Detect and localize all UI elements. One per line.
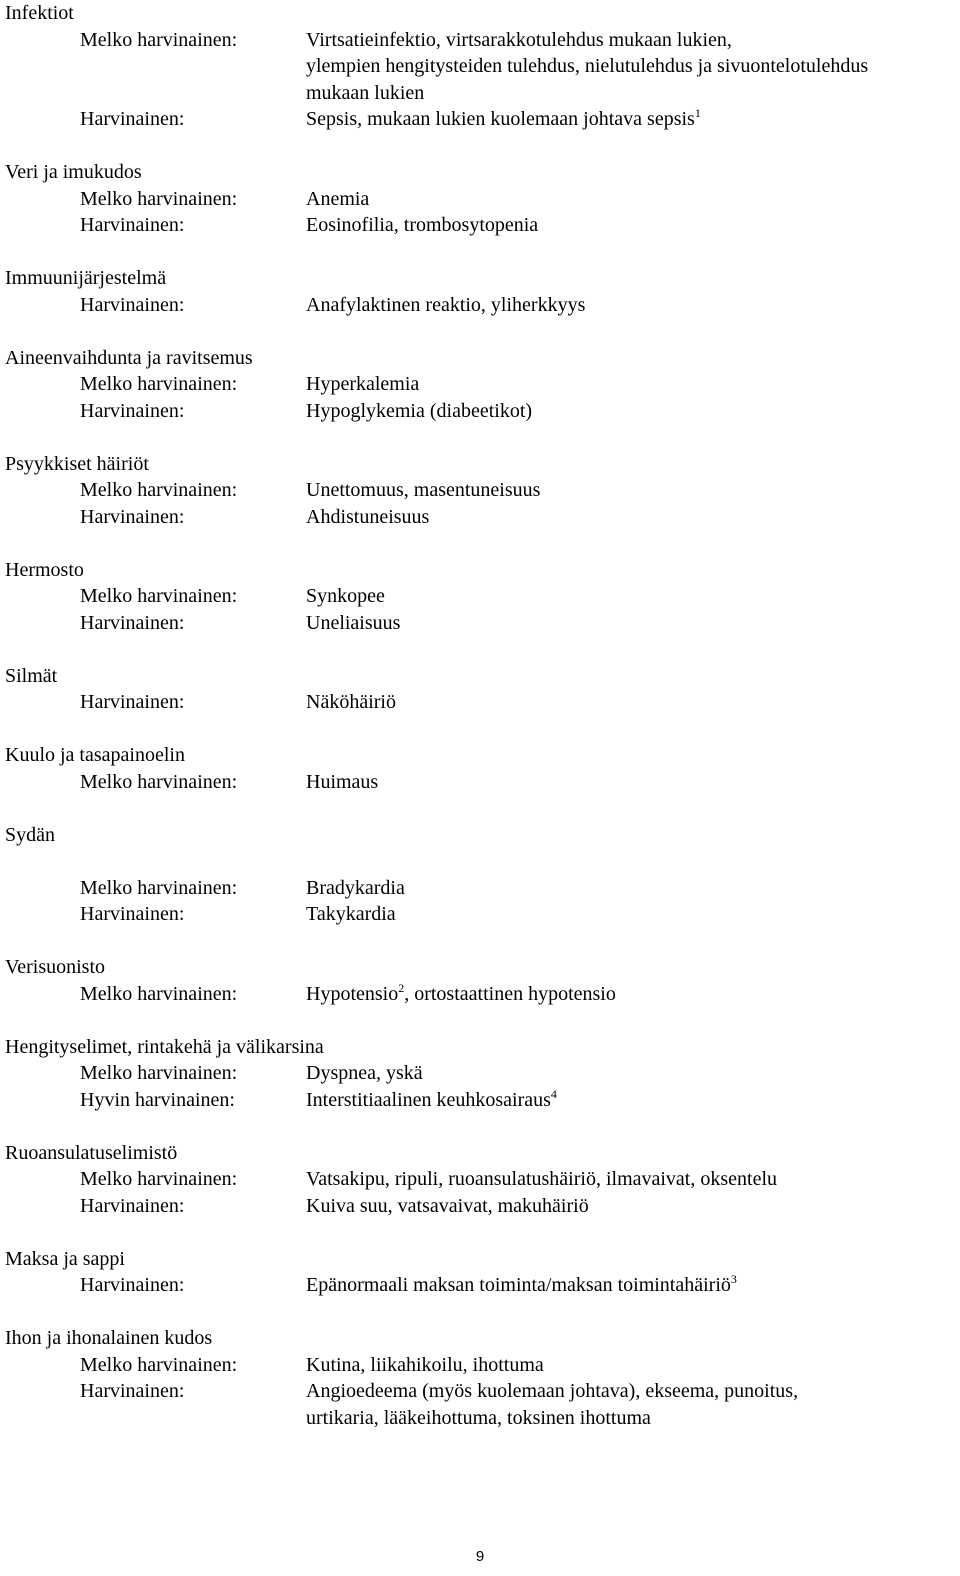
organ-class-title: Ruoansulatuselimistö (5, 1141, 178, 1164)
adverse-effects-text (306, 504, 429, 531)
frequency-label: Harvinainen: (80, 214, 185, 236)
organ-class-section (5, 1246, 955, 1299)
effect-line (306, 901, 396, 928)
frequency-row (5, 1352, 955, 1379)
adverse-effects-text (306, 186, 369, 213)
organ-class-section (5, 742, 955, 795)
effect-text: Hypotensio (306, 982, 399, 1005)
organ-class-section (5, 1325, 955, 1431)
adverse-effects-text (306, 1166, 777, 1193)
organ-class-title: Psyykkiset häiriöt (5, 452, 149, 475)
effect-text-continued: , ortostaattinen hypotensio (404, 982, 616, 1005)
effect-text: mukaan lukien (306, 81, 425, 104)
effect-text: Hypoglykemia (diabeetikot) (306, 399, 533, 422)
effect-line (306, 186, 369, 213)
organ-class-title: Hengityselimet, rintakehä ja välikarsina (5, 1035, 324, 1058)
effect-line (306, 80, 868, 107)
organ-class-title: Kuulo ja tasapainoelin (5, 744, 185, 766)
frequency-row (5, 981, 955, 1008)
effect-line (306, 1272, 737, 1299)
frequency-row (5, 769, 955, 796)
frequency-label: Harvinainen: (80, 108, 185, 130)
adverse-effects-text (306, 583, 385, 610)
effect-line (306, 1166, 777, 1193)
organ-class-section (5, 159, 955, 239)
footnote-reference: 1 (694, 106, 701, 121)
frequency-label: Harvinainen: (80, 399, 185, 422)
effect-line (306, 371, 419, 398)
effect-line (306, 981, 616, 1008)
frequency-label: Harvinainen: (80, 1380, 185, 1402)
effect-text: Synkopee (306, 585, 385, 607)
organ-class-section (5, 954, 955, 1007)
organ-class-section (5, 557, 955, 637)
effect-line (306, 1060, 423, 1087)
frequency-row (5, 186, 955, 213)
effect-text: Ahdistuneisuus (306, 505, 430, 528)
adverse-effects-text (306, 1378, 798, 1431)
frequency-row (5, 1060, 955, 1087)
effect-text: Dyspnea, yskä (306, 1062, 423, 1084)
frequency-row (5, 689, 955, 716)
organ-class-section (5, 0, 955, 133)
effect-text: Unettomuus, masentuneisuus (306, 479, 541, 501)
adverse-effects-text (306, 689, 396, 716)
adverse-effects-text (306, 398, 532, 425)
frequency-label: Melko harvinainen: (80, 187, 238, 210)
frequency-row (5, 504, 955, 531)
effect-line (306, 875, 405, 902)
footnote-reference: 2 (398, 980, 405, 995)
organ-class-section (5, 451, 955, 531)
frequency-label: Melko harvinainen: (80, 479, 238, 501)
effect-line (306, 212, 538, 239)
frequency-label: Hyvin harvinainen: (80, 1088, 235, 1111)
adverse-effects-text (306, 477, 540, 504)
effect-line (306, 292, 585, 319)
effect-line (306, 53, 868, 80)
frequency-label: Melko harvinainen: (80, 28, 238, 51)
adverse-effects-text (306, 1060, 423, 1087)
organ-class-title: Maksa ja sappi (5, 1247, 125, 1270)
adverse-effects-text (306, 1193, 589, 1220)
organ-class-title: Hermosto (5, 558, 84, 581)
adverse-effects-text (306, 292, 585, 319)
effect-line (306, 27, 868, 54)
frequency-label: Melko harvinainen: (80, 1062, 238, 1084)
organ-class-section (5, 345, 955, 425)
adverse-effects-text (306, 371, 419, 398)
effect-line (306, 689, 396, 716)
frequency-label: Harvinainen: (80, 1274, 185, 1296)
effect-text: Vatsakipu, ripuli, ruoansulatushäiriö, ilmavaivat, oksentelu (306, 1168, 778, 1190)
effect-text: Angioedeema (myös kuolemaan johtava), ekseema, punoitus, (306, 1380, 799, 1402)
frequency-row (5, 1378, 955, 1431)
organ-class-section (5, 1034, 955, 1114)
frequency-label: Harvinainen: (80, 293, 185, 316)
organ-class-title: Sydän (5, 823, 55, 846)
adverse-effects-list (5, 0, 955, 1458)
effect-text: Huimaus (306, 770, 379, 793)
effect-text: Kutina, liikahikoilu, ihottuma (306, 1353, 544, 1376)
frequency-row (5, 1193, 955, 1220)
organ-class-title: Aineenvaihdunta ja ravitsemus (5, 346, 253, 369)
organ-class-title: Veri ja imukudos (5, 161, 142, 183)
effect-line (306, 583, 385, 610)
frequency-label: Melko harvinainen: (80, 373, 238, 395)
organ-class-title: Immuunijärjestelmä (5, 267, 167, 289)
frequency-label: Melko harvinainen: (80, 1353, 238, 1376)
effect-text: Anafylaktinen reaktio, yliherkkyys (306, 293, 586, 316)
effect-text: Eosinofilia, trombosytopenia (306, 214, 539, 236)
effect-line (306, 1352, 544, 1379)
effect-line (306, 1193, 589, 1220)
effect-line (306, 1087, 557, 1114)
frequency-row (5, 1166, 955, 1193)
frequency-label: Melko harvinainen: (80, 1168, 238, 1190)
adverse-effects-text (306, 981, 616, 1008)
frequency-label: Harvinainen: (80, 691, 185, 713)
adverse-effects-text (306, 1352, 544, 1379)
adverse-effects-text (306, 1272, 737, 1299)
frequency-label: Harvinainen: (80, 903, 185, 925)
effect-line (306, 106, 701, 133)
frequency-label: Harvinainen: (80, 611, 185, 634)
effect-line (306, 610, 400, 637)
adverse-effects-text (306, 769, 378, 796)
frequency-row (5, 292, 955, 319)
effect-line (306, 1405, 798, 1432)
frequency-row (5, 27, 955, 107)
adverse-effects-text (306, 27, 868, 107)
frequency-row (5, 371, 955, 398)
adverse-effects-text (306, 901, 396, 928)
effect-text: Hyperkalemia (306, 373, 420, 395)
frequency-label: Melko harvinainen: (80, 585, 238, 607)
frequency-label: Harvinainen: (80, 1194, 185, 1217)
effect-text: Uneliaisuus (306, 611, 401, 634)
adverse-effects-text (306, 610, 400, 637)
frequency-row (5, 212, 955, 239)
organ-class-title: Verisuonisto (5, 956, 105, 978)
organ-class-title: Silmät (5, 664, 58, 687)
effect-text: Anemia (306, 187, 370, 210)
adverse-effects-text (306, 1087, 557, 1114)
frequency-label: Melko harvinainen: (80, 770, 238, 793)
effect-line (306, 1378, 798, 1405)
frequency-row (5, 875, 955, 902)
effect-text: Näköhäiriö (306, 691, 396, 713)
adverse-effects-text (306, 875, 405, 902)
frequency-label: Melko harvinainen: (80, 982, 238, 1005)
frequency-row (5, 610, 955, 637)
effect-text: ylempien hengitysteiden tulehdus, nielutulehdus ja sivuontelotulehdus (306, 55, 869, 77)
footnote-reference: 3 (730, 1272, 737, 1287)
frequency-row (5, 1272, 955, 1299)
effect-text: Virtsatieinfektio, virtsarakkotulehdus mukaan lukien, (306, 28, 732, 51)
frequency-row (5, 398, 955, 425)
effect-text: Takykardia (306, 903, 396, 925)
effect-line (306, 477, 540, 504)
effect-text: Sepsis, mukaan lukien kuolemaan johtava sepsis (306, 108, 695, 130)
organ-class-section (5, 822, 955, 928)
effect-text: Interstitiaalinen keuhkosairaus (306, 1088, 551, 1111)
frequency-row (5, 583, 955, 610)
organ-class-section (5, 1140, 955, 1220)
page-number: 9 (475, 1548, 485, 1565)
effect-text: Kuiva suu, vatsavaivat, makuhäiriö (306, 1194, 589, 1217)
organ-class-title: Ihon ja ihonalainen kudos (5, 1327, 213, 1349)
frequency-row (5, 106, 955, 133)
organ-class-title: Infektiot (5, 2, 74, 24)
footnote-reference: 4 (550, 1086, 557, 1101)
frequency-label: Harvinainen: (80, 505, 185, 528)
frequency-row (5, 901, 955, 928)
adverse-effects-text (306, 106, 701, 133)
frequency-row (5, 1087, 955, 1114)
organ-class-section (5, 663, 955, 716)
frequency-label: Melko harvinainen: (80, 876, 238, 899)
adverse-effects-text (306, 212, 538, 239)
effect-text: urtikaria, lääkeihottuma, toksinen ihottuma (306, 1406, 651, 1429)
effect-line (306, 504, 429, 531)
effect-line (306, 398, 532, 425)
effect-text: Epänormaali maksan toiminta/maksan toimintahäiriö (306, 1274, 731, 1296)
organ-class-section (5, 265, 955, 318)
effect-text: Bradykardia (306, 876, 405, 899)
frequency-row (5, 477, 955, 504)
effect-line (306, 769, 378, 796)
